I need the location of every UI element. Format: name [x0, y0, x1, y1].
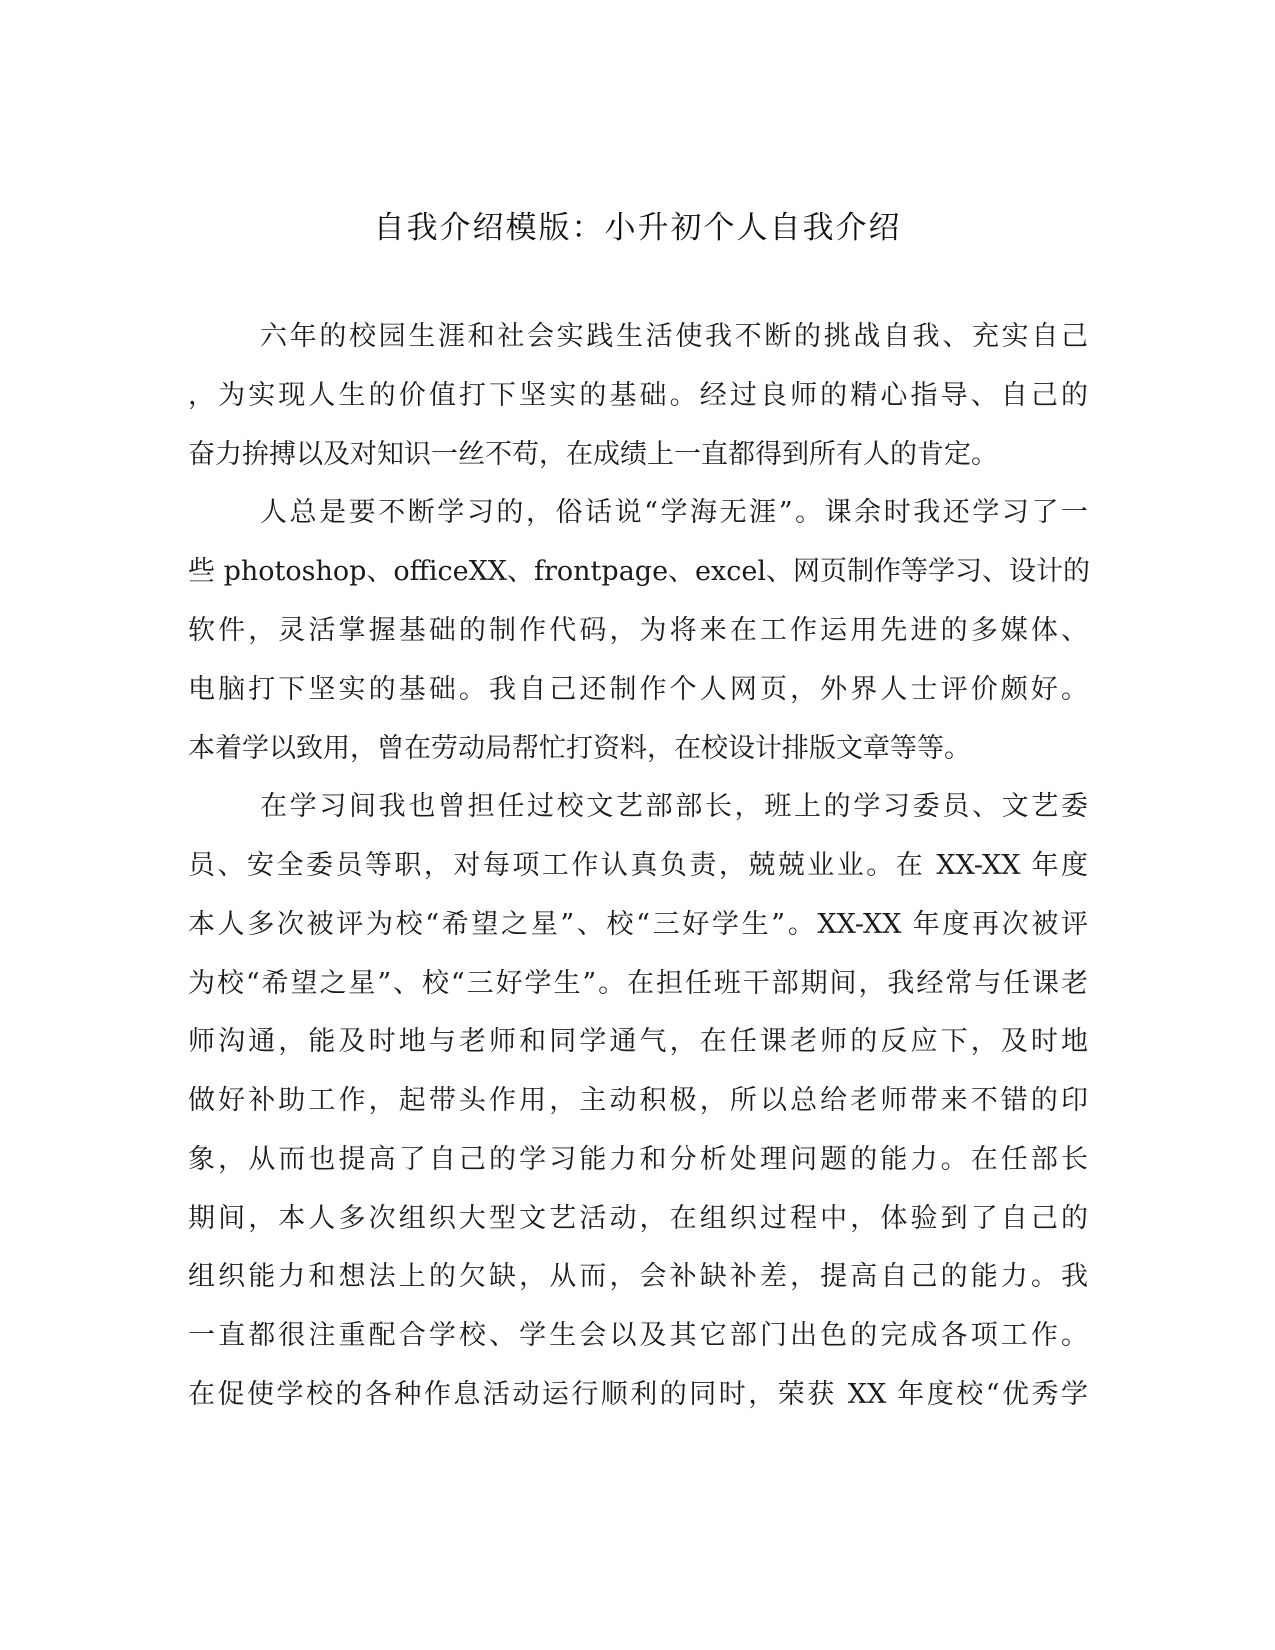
body-line: 师沟通，能及时地与老师和同学通气，在任课老师的反应下，及时地: [188, 1026, 1088, 1057]
body-line: 在促使学校的各种作息活动运行顺利的同时，荣获 XX 年度校“优秀学: [188, 1379, 1088, 1410]
body-line: 电脑打下坚实的基础。我自己还制作个人网页，外界人士评价颇好。: [188, 674, 1088, 705]
body-line: 人总是要不断学习的，俗话说“学海无涯”。课余时我还学习了一: [260, 497, 1088, 528]
document-title: 自我介绍模版：小升初个人自我介绍: [373, 210, 902, 246]
body-line: 本人多次被评为校“希望之星”、校“三好学生”。XX-XX 年度再次被评: [188, 909, 1088, 940]
body-line: 在学习间我也曾担任过校文艺部部长，班上的学习委员、文艺委: [260, 791, 1088, 822]
body-line: 六年的校园生涯和社会实践生活使我不断的挑战自我、充实自己: [260, 321, 1088, 352]
body-line: 员、安全委员等职，对每项工作认真负责，兢兢业业。在 XX-XX 年度: [188, 850, 1088, 881]
body-line: 些 photoshop、officeXX、frontpage、excel、网页制作等学习、设计的: [188, 556, 1090, 587]
body-line: 奋力拚搏以及对知识一丝不苟，在成绩上一直都得到所有人的肯定。: [188, 439, 998, 470]
body-line: 组织能力和想法上的欠缺，从而，会补缺补差，提高自己的能力。我: [188, 1261, 1088, 1292]
body-line: 象，从而也提高了自己的学习能力和分析处理问题的能力。在任部长: [188, 1144, 1088, 1175]
body-line: 一直都很注重配合学校、学生会以及其它部门出色的完成各项工作。: [188, 1320, 1088, 1351]
body-line: ，为实现人生的价值打下坚实的基础。经过良师的精心指导、自己的: [188, 380, 1088, 411]
body-line: 软件，灵活掌握基础的制作代码，为将来在工作运用先进的多媒体、: [188, 615, 1088, 646]
body-line: 本着学以致用，曾在劳动局帮忙打资料，在校设计排版文章等等。: [188, 733, 971, 764]
body-line: 期间，本人多次组织大型文艺活动，在组织过程中，体验到了自己的: [188, 1203, 1088, 1234]
body-line: 做好补助工作，起带头作用，主动积极，所以总给老师带来不错的印: [188, 1085, 1088, 1116]
body-line: 为校“希望之星”、校“三好学生”。在担任班干部期间，我经常与任课老: [188, 968, 1088, 999]
